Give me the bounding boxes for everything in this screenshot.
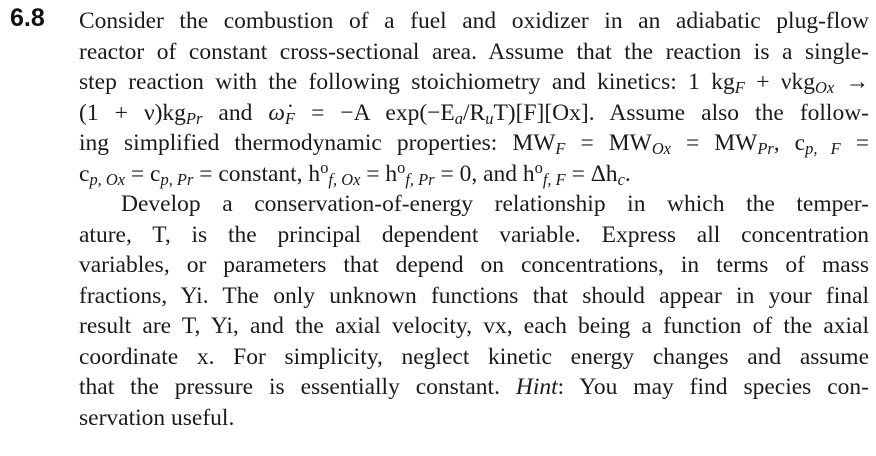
- p2-line-3: variables, or parameters that depend on concentrations, in terms of mass: [79, 252, 869, 278]
- p2-line-7: that the pressure is essentially constant. Hint: You may find species con-: [79, 374, 869, 400]
- p1-line-6: $c_{p, Ox} = c_{p, Pr}$ = constant, $h^o_{f, Ox} = h^o_{f, Pr} = 0$, and $h^o_{f, F} = \Delta h_c$.: [79, 157, 631, 189]
- p1-line-3-text: step reaction with the following stoichiometry and kinetics: 1 kg: [79, 69, 735, 95]
- p2-line-6: coordinate x. For simplicity, neglect kinetic energy changes and assume: [79, 343, 869, 370]
- p2-line-4: fractions, Yi. The only unknown functions that should appear in your final: [79, 282, 869, 309]
- paragraph-1: [79, 6, 869, 189]
- p2-line-5: result are T, Yi, and the axial velocity, vx, each being a function of the axial: [79, 313, 869, 339]
- p1-line-4: $(1 + \nu)kg_{Pr}$ and $\omegȧ_F = -A$ $\exp(-E_a/R_uT)[F][Ox]$. Assume also the follow-: [79, 99, 869, 128]
- paragraph-2: [79, 189, 869, 433]
- hint-label: Hint: [515, 374, 558, 400]
- p2-line-8: servation useful.: [79, 404, 235, 431]
- problem-number: 6.8: [10, 4, 45, 32]
- p2-line-2: ature, T, is the principal dependent variable. Express all concentration: [79, 221, 869, 248]
- p2-line-1: Develop a conservation-of-energy relationship in which the temper-: [121, 191, 869, 217]
- p1-line-5: ing simplified thermodynamic properties: $MW_F = MW_{Ox} = MW_{Pr}$, $c_{p, F}$ =: [79, 130, 869, 158]
- p1-line-3: step reaction with the following stoichiometry and kinetics: 1 $kg_F + \nu kg_{Ox}$ →: [79, 69, 869, 97]
- p1-line-1: Consider the combustion of a fuel and oxidizer in an adiabatic plug-flow: [79, 8, 869, 34]
- problem-body: [79, 6, 869, 433]
- p1-line-2: reactor of constant cross-sectional area. Assume that the reaction is a single-: [79, 38, 869, 65]
